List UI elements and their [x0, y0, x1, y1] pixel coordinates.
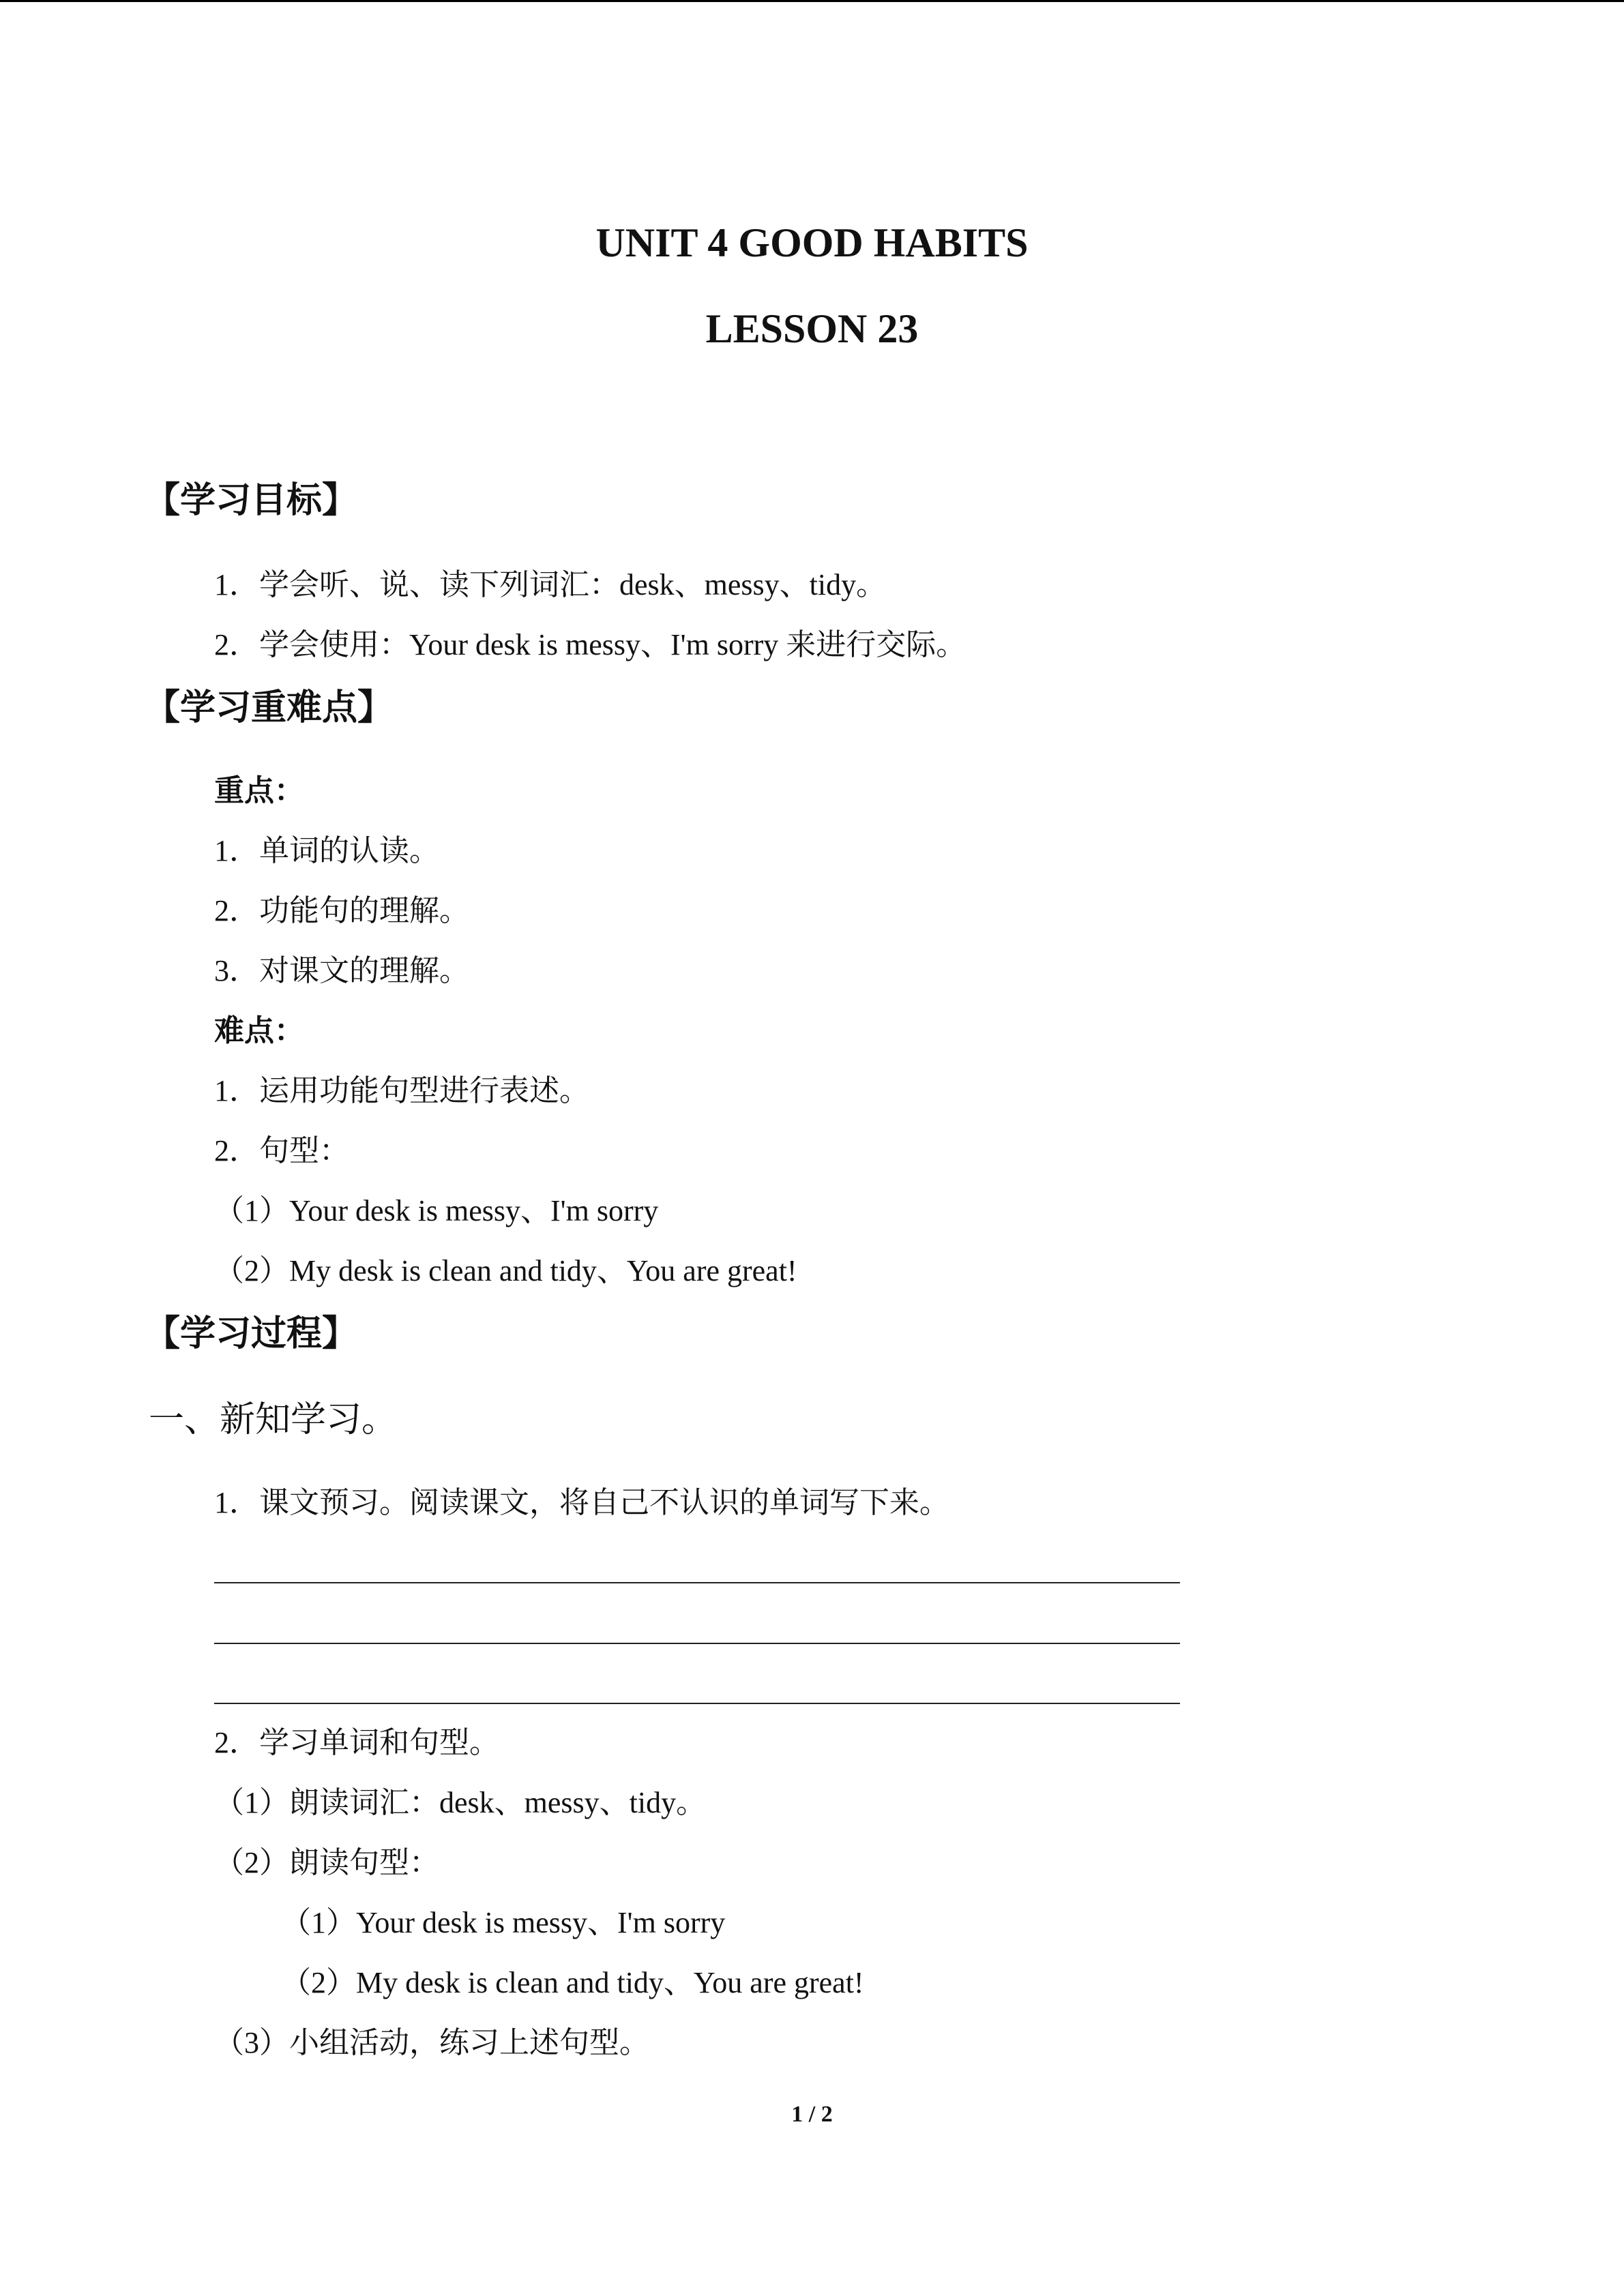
sub2-item: （1）Your desk is messy、I'm sorry — [281, 1906, 726, 1939]
part1-title: 一、新知学习。 — [149, 1401, 398, 1440]
step1-text: 1．课文预习。阅读课文，将自己不认识的单词写下来。 — [214, 1486, 949, 1519]
answer-blank-line[interactable] — [214, 1643, 1180, 1644]
page-title: UNIT 4 GOOD HABITS — [595, 220, 1029, 265]
answer-blank-line[interactable] — [214, 1582, 1180, 1583]
focus-label: 重点： — [214, 774, 304, 807]
key-points-heading: 【学习重难点】 — [145, 689, 394, 728]
objective-item: 1．学会听、说、读下列词汇：desk、messy、tidy。 — [214, 568, 887, 601]
sub2-text: （2）朗读句型： — [214, 1846, 439, 1879]
answer-blank-line[interactable] — [214, 1703, 1180, 1704]
sub1-text: （1）朗读词汇：desk、messy、tidy。 — [214, 1786, 707, 1819]
focus-item: 1．单词的认读。 — [214, 834, 439, 867]
difficulty-item: 2．句型： — [214, 1134, 349, 1167]
objectives-heading: 【学习目标】 — [145, 481, 358, 520]
focus-item: 2．功能句的理解。 — [214, 894, 469, 927]
difficulty-label: 难点： — [214, 1014, 304, 1047]
difficulty-item: （1）Your desk is messy、I'm sorry — [214, 1194, 659, 1227]
focus-item: 3．对课文的理解。 — [214, 954, 469, 987]
process-heading: 【学习过程】 — [145, 1315, 358, 1354]
objective-item: 2．学会使用：Your desk is messy、I'm sorry 来进行交际。 — [214, 628, 966, 661]
lesson-subtitle: LESSON 23 — [705, 306, 919, 351]
difficulty-item: （2）My desk is clean and tidy、You are great! — [214, 1254, 797, 1287]
difficulty-item: 1．运用功能句型进行表述。 — [214, 1074, 589, 1107]
step2-text: 2．学习单词和句型。 — [214, 1726, 499, 1759]
sub2-item: （2）My desk is clean and tidy、You are great! — [281, 1966, 864, 1999]
sub3-text: （3）小组活动，练习上述句型。 — [214, 2026, 649, 2059]
page-number: 1 / 2 — [791, 2102, 833, 2127]
